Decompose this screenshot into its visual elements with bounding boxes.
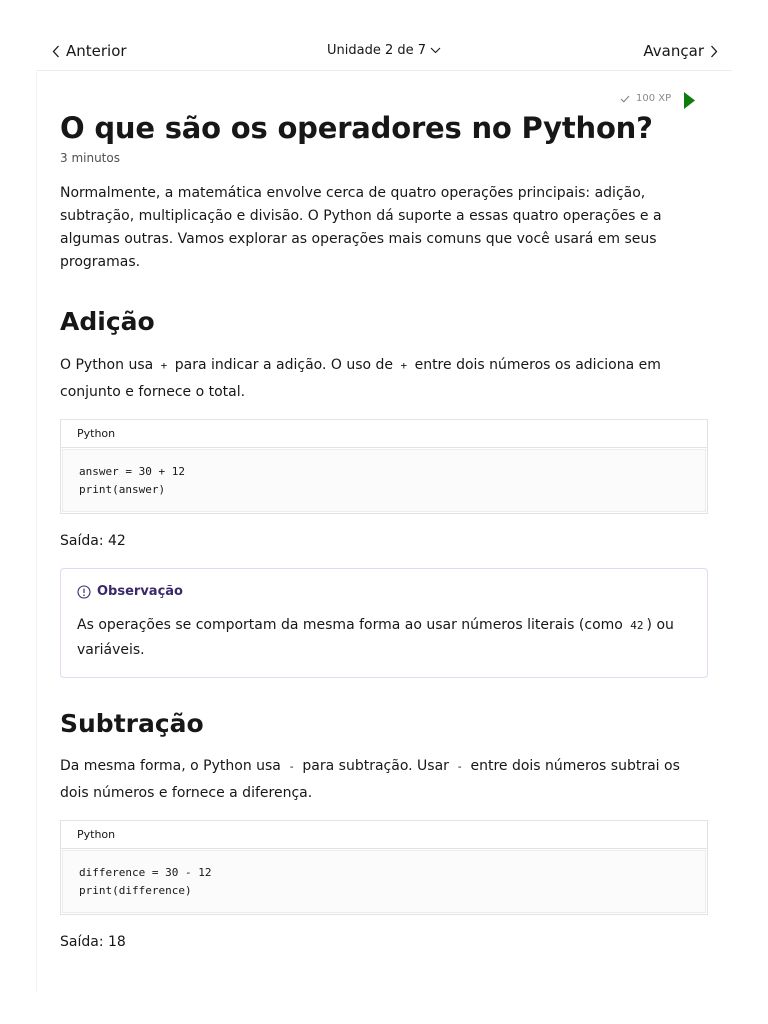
subtraction-code[interactable]: difference = 30 - 12 print(difference) [62, 850, 706, 913]
addition-code[interactable]: answer = 30 + 12 print(answer) [62, 449, 706, 512]
addition-output: Saída: 42 [60, 533, 126, 549]
addition-text-b: para indicar a adição. O uso de [174, 357, 394, 373]
next-unit-label: Avançar [643, 42, 704, 60]
addition-paragraph [60, 352, 710, 405]
previous-unit-label: Anterior [66, 42, 127, 60]
xp-label: 100 XP [636, 93, 672, 104]
subtraction-output: Saída: 18 [60, 934, 126, 950]
plus-operator-code: + [160, 359, 168, 372]
unit-selector-label: Unidade 2 de 7 [326, 43, 427, 58]
play-icon [684, 92, 695, 109]
addition-code-block [60, 419, 708, 514]
content-divider [36, 72, 37, 992]
addition-text-a: O Python usa [60, 357, 154, 373]
checkmark-icon [620, 95, 630, 103]
subtraction-text-a: Da mesma forma, o Python usa [60, 758, 281, 774]
minus-operator-code: - [456, 760, 464, 773]
subtraction-heading: Subtração [60, 709, 204, 738]
code-language-label: Python [61, 420, 707, 448]
unit-selector[interactable] [36, 43, 732, 58]
note-text [77, 613, 691, 663]
intro-paragraph: Normalmente, a matemática envolve cerca de quatro operações principais: adição, subtração, multiplicação e divisão. O Python dá suporte a essas quatro operações e a algumas outras. Vamos explorar as operações mais comuns que você usará em seus programas. [60, 185, 662, 270]
note-text-a: As operações se comportam da mesma forma ao usar números literais (como [77, 617, 623, 633]
reading-duration: 3 minutos [60, 151, 120, 165]
info-icon [77, 585, 91, 599]
unit-navigation-bar [36, 32, 732, 71]
chevron-down-icon [430, 47, 441, 54]
subtraction-text-c: entre dois números subtrai os dois números e fornece a diferença. [60, 758, 680, 801]
plus-operator-code: + [400, 359, 408, 372]
note-text-b: ) ou variáveis. [77, 617, 674, 658]
literal-number-code: 42 [630, 619, 644, 632]
subtraction-code-block [60, 820, 708, 915]
code-language-label: Python [61, 821, 707, 849]
chevron-right-icon [710, 45, 718, 58]
next-unit-link[interactable] [643, 42, 718, 60]
xp-badge [620, 93, 671, 104]
page-title: O que são os operadores no Python? [60, 111, 653, 145]
note-header [77, 584, 691, 599]
minus-operator-code: - [288, 760, 295, 773]
subtraction-paragraph [60, 753, 710, 806]
addition-text-c: entre dois números os adiciona em conjunto e fornece o total. [60, 357, 661, 400]
subtraction-text-b: para subtração. Usar [302, 758, 449, 774]
unit-content [60, 108, 710, 954]
note-callout [60, 568, 708, 678]
addition-heading: Adição [60, 307, 155, 336]
note-title: Observação [97, 584, 183, 599]
